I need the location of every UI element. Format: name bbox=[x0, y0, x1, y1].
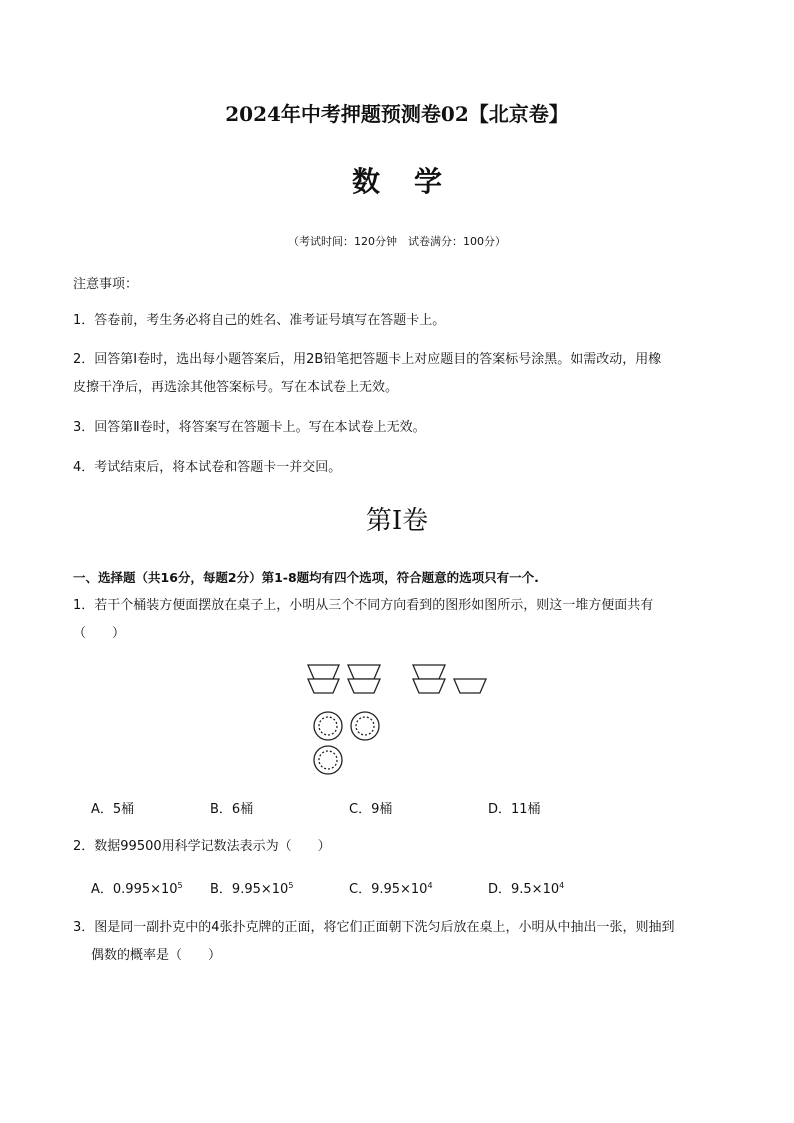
notice-item-2: 2．回答第Ⅰ卷时，选出每小题答案后，用2B铅笔把答题卡上对应题目的答案标号涂黑。如需改动，用橡 bbox=[73, 352, 662, 367]
bowl-front-1-top bbox=[308, 665, 339, 679]
notice-item-2-cont: 皮擦干净后，再选涂其他答案标号。写在本试卷上无效。 bbox=[73, 380, 399, 395]
bowl-front-2-bottom bbox=[348, 679, 380, 693]
bowl-top-2 bbox=[351, 712, 379, 740]
exam-info: （考试时间：120分钟 试卷满分：100分） bbox=[288, 235, 506, 248]
q2-option-c[interactable]: C．$9.95\times 10^4$ bbox=[349, 881, 433, 897]
notice-heading: 注意事项： bbox=[73, 277, 139, 292]
subject-title: 数学 bbox=[351, 165, 476, 198]
q2-option-d[interactable]: D．$9.5\times 10^4$ bbox=[488, 881, 565, 897]
q2-option-b[interactable]: B．$9.95\times 10^5$ bbox=[210, 881, 294, 897]
bowl-front-2-top bbox=[348, 665, 380, 679]
notice-item-4: 4．考试结束后，将本试卷和答题卡一并交回。 bbox=[73, 460, 342, 475]
part-heading: 一、选择题（共16分，每题2分）第1-8题均有四个选项，符合题意的选项只有一个. bbox=[73, 570, 539, 585]
q3-stem-cont: 偶数的概率是（ ） bbox=[91, 948, 222, 963]
section-title: 第Ⅰ卷 bbox=[365, 506, 429, 536]
bowl-top-1 bbox=[314, 712, 342, 740]
q1-stem-cont: （ ） bbox=[73, 626, 126, 641]
q1-option-b[interactable]: B．6桶 bbox=[210, 802, 254, 817]
q1-option-c[interactable]: C．9桶 bbox=[349, 802, 393, 817]
bowl-top-3 bbox=[314, 746, 342, 774]
q2-stem: 2．数据99500用科学记数法表示为（ ） bbox=[73, 839, 331, 854]
exam-title: 2024年中考押题预测卷02【北京卷】 bbox=[225, 102, 569, 126]
notice-item-3: 3．回答第Ⅱ卷时，将答案写在答题卡上。写在本试卷上无效。 bbox=[73, 420, 426, 435]
q3-stem: 3．图是同一副扑克中的4张扑克牌的正面，将它们正面朝下洗匀后放在桌上，小明从中抽出一张，则抽到 bbox=[73, 920, 675, 935]
bowl-side-1-bottom bbox=[413, 679, 445, 693]
bowl-front-1-bottom bbox=[308, 679, 339, 693]
bowl-side-1-top bbox=[413, 665, 445, 679]
q2-option-a[interactable]: A．$0.995\times 10^5$ bbox=[91, 881, 183, 897]
q1-option-d[interactable]: D．11桶 bbox=[488, 802, 541, 817]
bowl-side-2 bbox=[454, 679, 486, 693]
q1-stem: 1．若干个桶装方便面摆放在桌子上，小明从三个不同方向看到的图形如图所示，则这一堆方便面共有 bbox=[73, 598, 654, 613]
q1-option-a[interactable]: A．5桶 bbox=[91, 802, 135, 817]
notice-item-1: 1．答卷前，考生务必将自己的姓名、准考证号填写在答题卡上。 bbox=[73, 313, 446, 328]
